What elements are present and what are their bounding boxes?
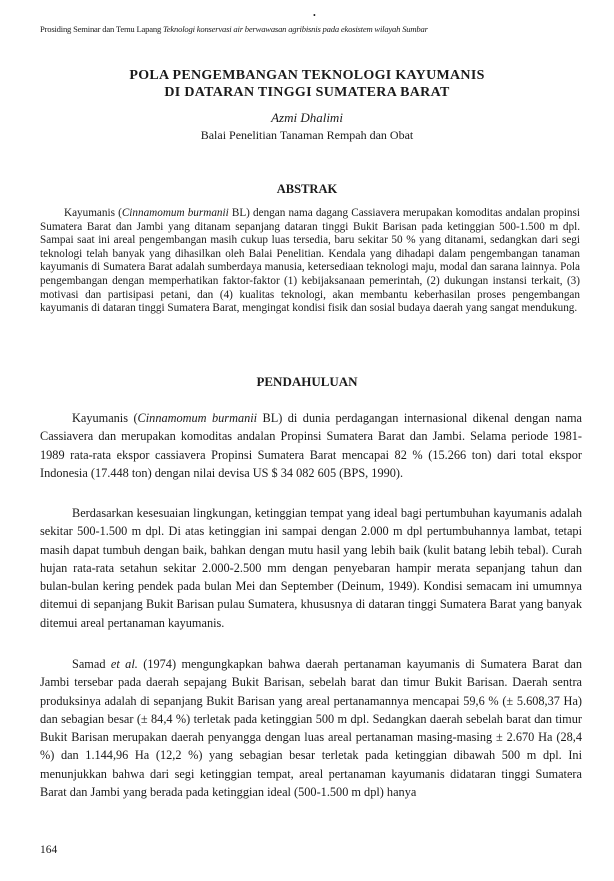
intro-paragraph-1 xyxy=(40,409,582,482)
title-line-1: POLA PENGEMBANGAN TEKNOLOGI KAYUMANIS xyxy=(129,68,485,83)
abstract-lead: Kayumanis ( xyxy=(64,207,122,219)
paper-title xyxy=(60,67,554,101)
header-mark: • xyxy=(313,11,316,20)
header-lead: Prosiding Seminar dan Temu Lapang xyxy=(40,24,163,34)
abstract-heading: ABSTRAK xyxy=(276,182,338,196)
intro-p1-lead: Kayumanis ( xyxy=(72,411,138,425)
running-header xyxy=(40,24,580,34)
abstract-text: BL) dengan nama dagang Cassiavera merupakan komoditas andalan propinsi Sumatera Barat dan Jambi yang ditanam sepanjang dataran tinggi Bukit Barisan pada ketinggian 500-1.500 m dpl. Sampai saat ini areal pengembangan masih cukup luas tersedia, baru sekitar 50 % yang ditanami, sedangkan dari segi teknologi telah banyak yang dihasilkan oleh Balai Penelitian. Kendala yang dihadapi dalam pengembangan tanaman kayumanis di Sumatera Barat adalah sumberdaya manusia, ketersediaan teknologi maju, modal dan sarana lainnya. Pola pengembangan dengan memperhatikan faktor-faktor (1) kebijaksanaan pemerintah, (2) dukungan instansi terkait, (3) motivasi dan partisipasi petani, dan (4) kualitas teknologi, akan membantu keberhasilan proses pengembangan kayumanis di dataran tinggi Sumatera Barat, mengingat kondisi fisik dan sosial budaya daerah yang sangat mendukung. xyxy=(40,207,580,315)
intro-p3-text: (1974) mengungkapkan bahwa daerah pertanaman kayumanis di Sumatera Barat dan Jambi tersebar pada daerah sepajang Bukit Barisan, sebelah barat dan timur Bukit Barisan. Daerah sentra produksinya adalah di sepanjang Bukit Barisan yang areal pertanamannya mencapai 59,6 % (± 5.608,37 Ha) dan sebagian besar (± 84,4 %) terletak pada ketinggian 500 m dpl. Sedangkan daerah sebelah barat dan timur Bukit Barisan merupakan daerah penyangga dengan luas areal pertanaman masing-masing ± 2.670 Ha (28,4 %) dan 1.144,96 Ha (12,2 %) yang sebagian besar terletak pada ketinggian dibawah 500 m dpl. Ini menunjukkan bahwa dari segi ketinggian tempat, areal pertanaman kayumanis didataran tinggi Sumatera Barat dan Jambi yang berada pada ketinggian ideal (500-1.500 m dpl) hanya xyxy=(40,657,582,800)
intro-p3-etal: et al. xyxy=(110,657,138,671)
intro-paragraph-3 xyxy=(40,655,582,801)
author-name: Azmi Dhalimi xyxy=(271,110,343,125)
author-affiliation: Balai Penelitian Tanaman Rempah dan Obat xyxy=(200,128,414,142)
title-line-2: DI DATARAN TINGGI SUMATERA BARAT xyxy=(164,85,450,100)
abstract-paragraph xyxy=(40,207,580,316)
page-number: 164 xyxy=(40,844,58,856)
intro-p1-text: BL) di dunia perdagangan internasional dikenal dengan nama Cassiavera dan merupakan komoditas andalan Propinsi Sumatera Barat dan Jambi. Selama periode 1981-1989 rata-rata ekspor cassiavera Propinsi Sumatera Barat mencapai 82 % (15.266 ton) dari total ekspor Indonesia (17.448 ton) dengan nilai devisa US $ 34 082 605 (BPS, 1990). xyxy=(40,411,582,480)
intro-p3-lead: Samad xyxy=(72,657,111,671)
intro-paragraph-2: Berdasarkan kesesuaian lingkungan, ketinggian tempat yang ideal bagi pertumbuhan kayumanis adalah sekitar 500-1.500 m dpl. Di atas ketinggian ini sampai dengan 2.000 m dpl pertumbuhannya lambat, tetapi masih dapat tumbuh dengan baik, bahkan dengan mutu hasil yang lebih baik (kulit batang lebih tebal). Curah hujan rata-rata setahun sekitar 2.000-2.500 mm dengan penyebaran hampir merata sepanjang tahun dan bulan-bulan kering pendek pada bulan Mei dan September (Deinum, 1949). Kondisi semacam ini umumnya ditemui di sepanjang Bukit Barisan pulau Sumatera, khususnya di dataran tinggi Sumatera Barat yang banyak ditemui areal pertanaman kayumanis. xyxy=(40,506,582,630)
abstract-species: Cinnamomum burmanii xyxy=(121,207,229,219)
intro-p1-species: Cinnamomum burmanii xyxy=(137,411,258,425)
intro-heading: PENDAHULUAN xyxy=(256,374,358,389)
header-italic: Teknologi konservasi air berwawasan agribisnis pada ekosistem wilayah Sumbar xyxy=(163,24,428,34)
